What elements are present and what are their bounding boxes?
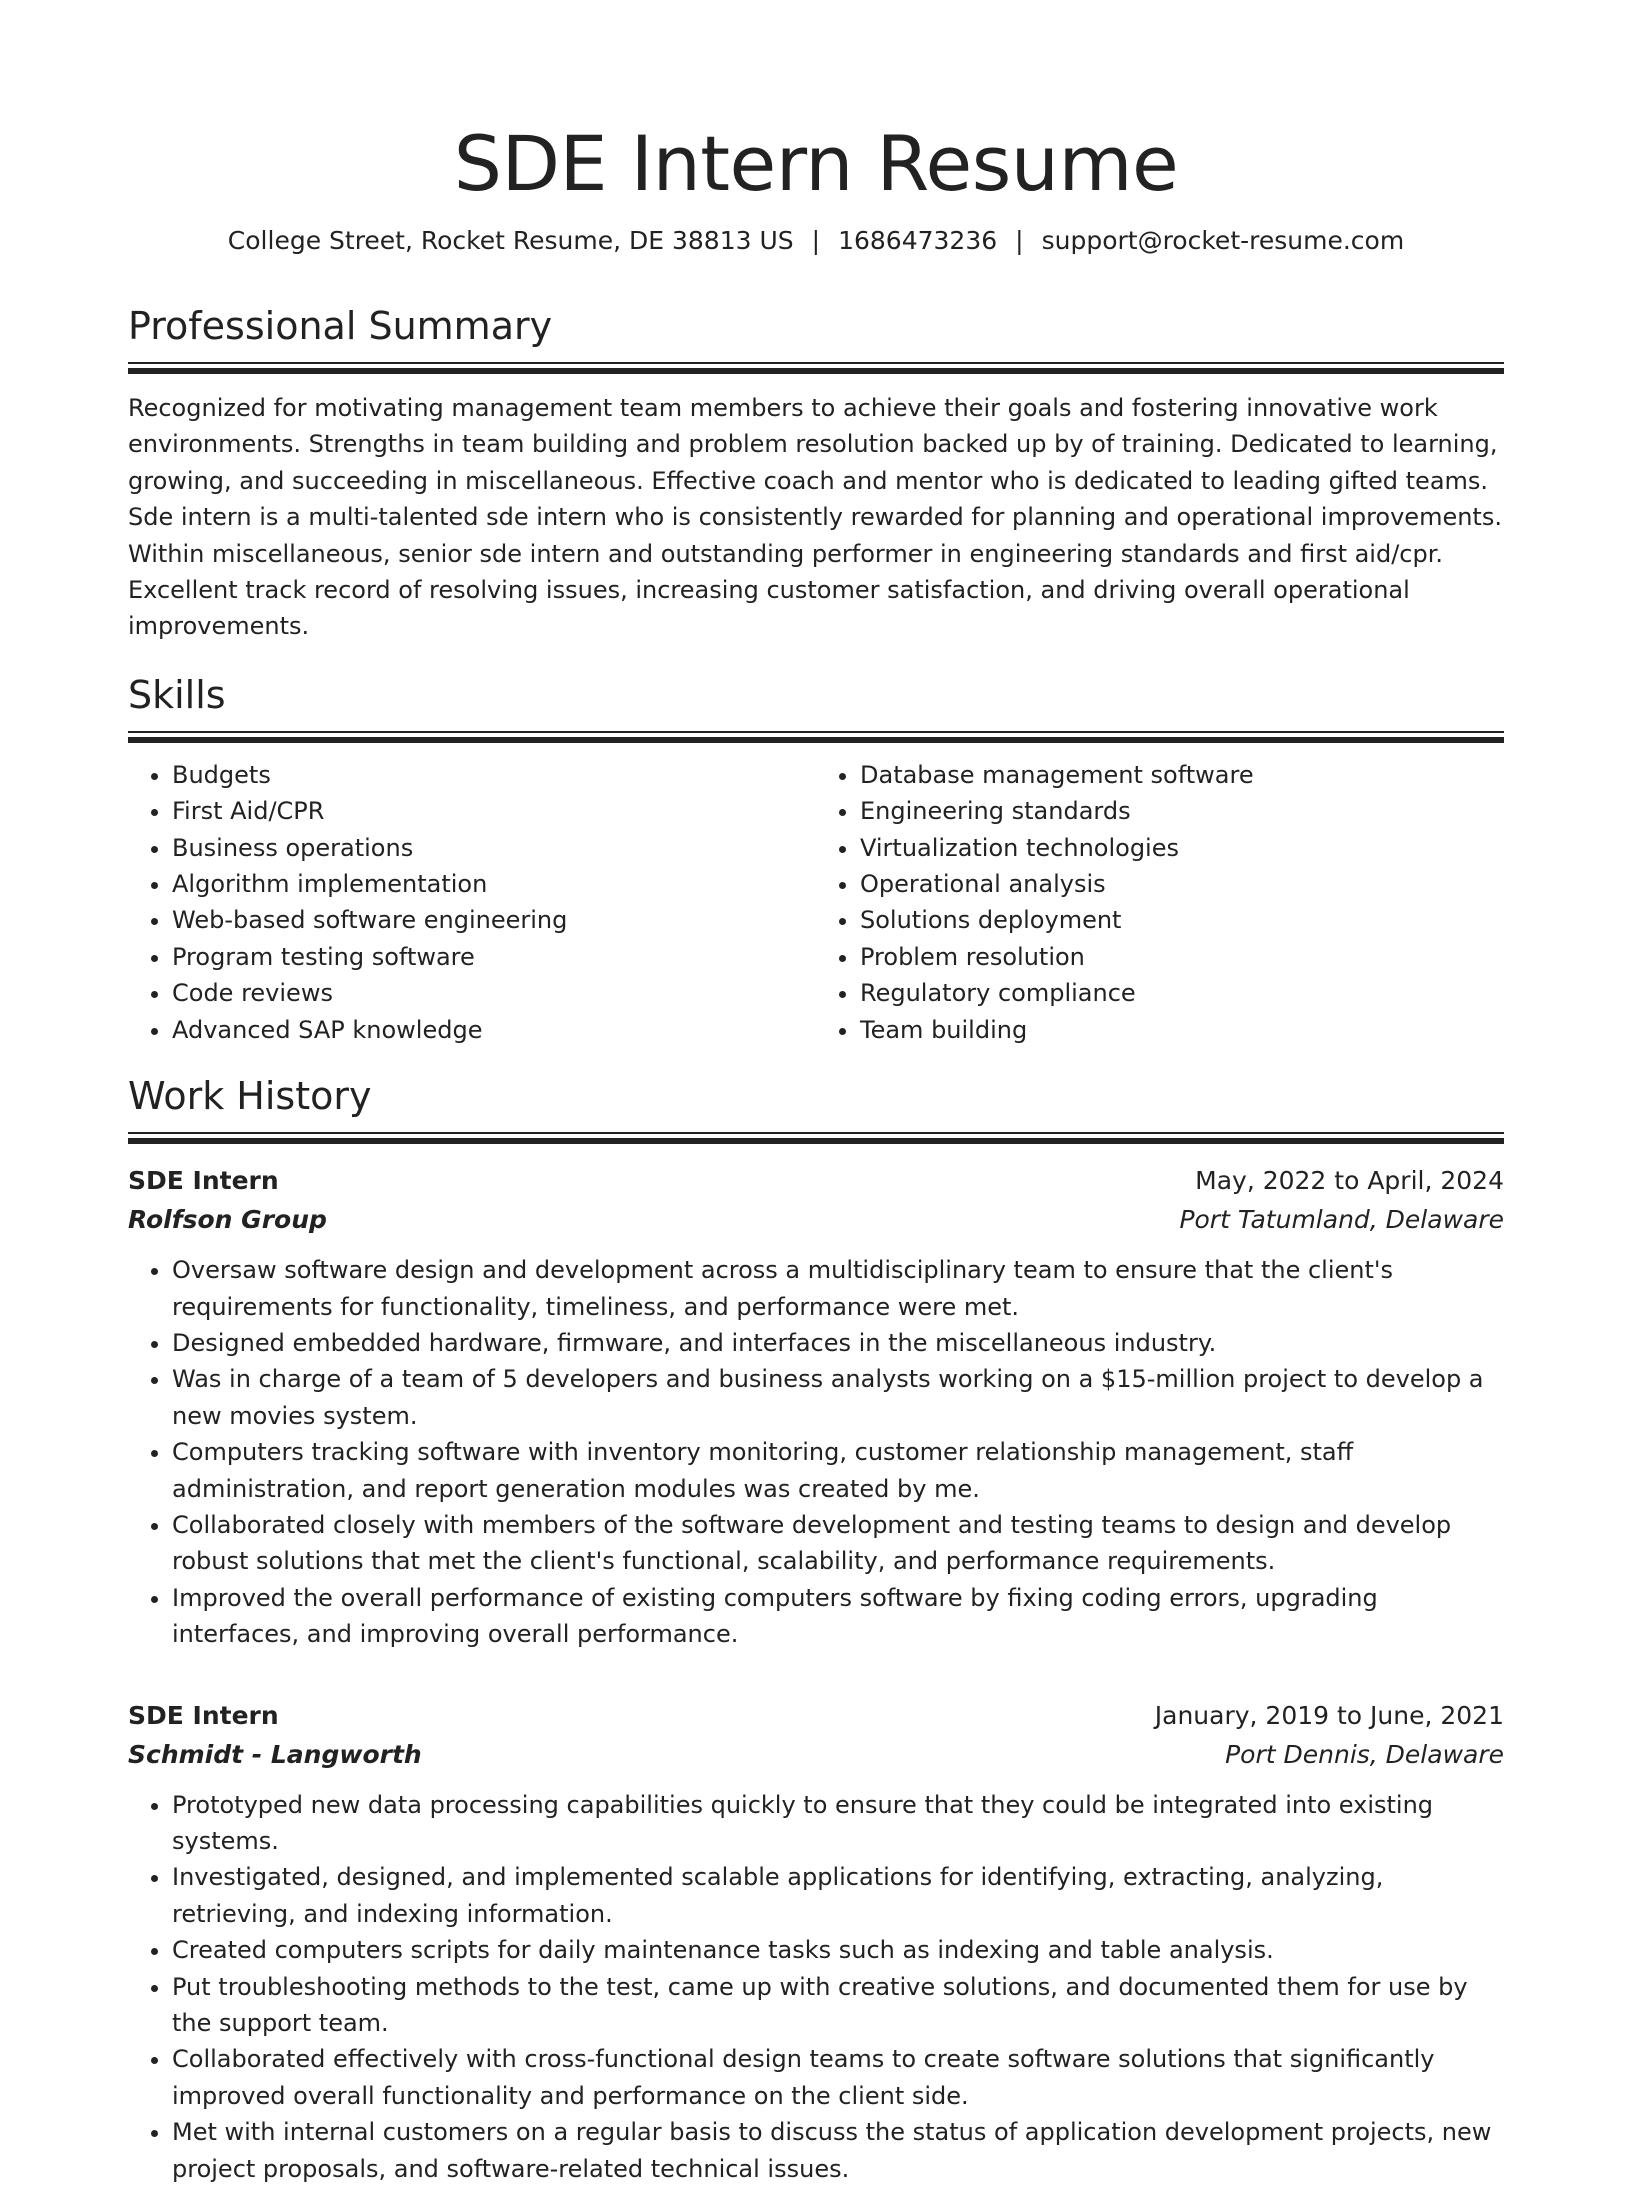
job-header-row <box>128 1697 1504 1735</box>
skill-item: • Advanced SAP knowledge <box>172 1012 816 1048</box>
job-bullet: • Investigated, designed, and implemented scalable applications for identifying, extracting, analyzing, retrieving, and indexing information. <box>172 1859 1504 1932</box>
job-bullet: • Met with internal customers on a regular basis to discuss the status of application development projects, new project proposals, and software-related technical issues. <box>172 2114 1504 2187</box>
contact-address: College Street, Rocket Resume, DE 38813 US <box>227 226 794 255</box>
skill-item: • Engineering standards <box>860 793 1504 829</box>
job-company-row <box>128 1200 1504 1240</box>
skill-item: • Problem resolution <box>860 939 1504 975</box>
skills-column-left <box>128 757 816 1048</box>
job-entry <box>128 1162 1504 1652</box>
skill-item: • Team building <box>860 1012 1504 1048</box>
job-dates: January, 2019 to June, 2021 <box>1154 1700 1504 1730</box>
skill-item: • Code reviews <box>172 975 816 1011</box>
job-location: Port Dennis, Delaware <box>1225 1739 1504 1769</box>
contact-email[interactable]: support@rocket-resume.com <box>1041 226 1405 255</box>
job-bullet: • Computers tracking software with inventory monitoring, customer relationship management, staff administration, and report generation modules was created by me. <box>172 1434 1504 1507</box>
job-bullet: • Improved the overall performance of existing computers software by fixing coding errors, upgrading interfaces, and improving overall performance. <box>172 1580 1504 1653</box>
skill-item: • Program testing software <box>172 939 816 975</box>
contact-separator: | <box>811 226 821 255</box>
professional-summary-section <box>128 302 1504 645</box>
job-bullet: • Designed embedded hardware, firmware, and interfaces in the miscellaneous industry. <box>172 1325 1504 1361</box>
skill-item: • Solutions deployment <box>860 902 1504 938</box>
job-bullet: • Collaborated effectively with cross-functional design teams to create software solutions that significantly improved overall functionality and performance on the client side. <box>172 2041 1504 2114</box>
job-location: Port Tatumland, Delaware <box>1179 1205 1504 1235</box>
job-company: Schmidt - Langworth <box>128 1739 422 1769</box>
work-history-section <box>128 1072 1504 2187</box>
job-bullet: • Put troubleshooting methods to the test, came up with creative solutions, and documented them for use by the support team. <box>172 1969 1504 2042</box>
section-divider <box>128 731 1504 743</box>
job-bullet-list <box>128 1252 1504 1652</box>
section-heading: Skills <box>128 672 226 717</box>
section-heading: Work History <box>128 1074 372 1119</box>
section-divider <box>128 1132 1504 1144</box>
skills-grid <box>128 757 1504 1048</box>
skill-item: • Business operations <box>172 830 816 866</box>
skill-item: • Database management software <box>860 757 1504 793</box>
job-bullet-list <box>128 1787 1504 2187</box>
skill-item: • First Aid/CPR <box>172 793 816 829</box>
skill-item: • Regulatory compliance <box>860 975 1504 1011</box>
skill-item: • Virtualization technologies <box>860 830 1504 866</box>
job-title: SDE Intern <box>128 1166 279 1196</box>
section-heading: Professional Summary <box>128 304 553 348</box>
job-company: Rolfson Group <box>128 1205 327 1235</box>
job-bullet: • Prototyped new data processing capabilities quickly to ensure that they could be integrated into existing systems. <box>172 1787 1504 1860</box>
contact-phone: 1686473236 <box>838 226 998 255</box>
job-header-row <box>128 1162 1504 1200</box>
skill-item: • Operational analysis <box>860 866 1504 902</box>
job-bullet: • Created computers scripts for daily maintenance tasks such as indexing and table analysis. <box>172 1932 1504 1968</box>
job-bullet: • Collaborated closely with members of the software development and testing teams to design and develop robust solutions that met the client's functional, scalability, and performance requirements. <box>172 1507 1504 1580</box>
job-dates: May, 2022 to April, 2024 <box>1195 1166 1504 1196</box>
job-entry <box>128 1697 1504 2187</box>
resume-title: SDE Intern Resume <box>453 119 1179 208</box>
skill-item: • Budgets <box>172 757 816 793</box>
job-company-row <box>128 1735 1504 1775</box>
section-divider <box>128 362 1504 374</box>
job-bullet: • Was in charge of a team of 5 developers and business analysts working on a $15-million project to develop a new movies system. <box>172 1361 1504 1434</box>
contact-line <box>128 224 1504 258</box>
skills-column-right <box>816 757 1504 1048</box>
job-bullet: • Oversaw software design and development across a multidisciplinary team to ensure that the client's requirements for functionality, timeliness, and performance were met. <box>172 1252 1504 1325</box>
skill-item: • Algorithm implementation <box>172 866 816 902</box>
skill-item: • Web-based software engineering <box>172 902 816 938</box>
job-title: SDE Intern <box>128 1700 279 1730</box>
contact-separator: | <box>1015 226 1024 255</box>
summary-text: Recognized for motivating management team members to achieve their goals and fostering innovative work environments. Strengths in team building and problem resolution backed up by of training. Dedicated to learning, growing, and succeeding in miscellaneous. Effective coach and mentor who is dedicated to leading gifted teams. Sde intern is a multi-talented sde intern who is consistently rewarded for planning and operational improvements. Within miscellaneous, senior sde intern and outstanding performer in engineering standards and first aid/cpr. Excellent track record of resolving issues, increasing customer satisfaction, and driving overall operational improvements. <box>128 394 1502 641</box>
skills-section <box>128 671 1504 1048</box>
